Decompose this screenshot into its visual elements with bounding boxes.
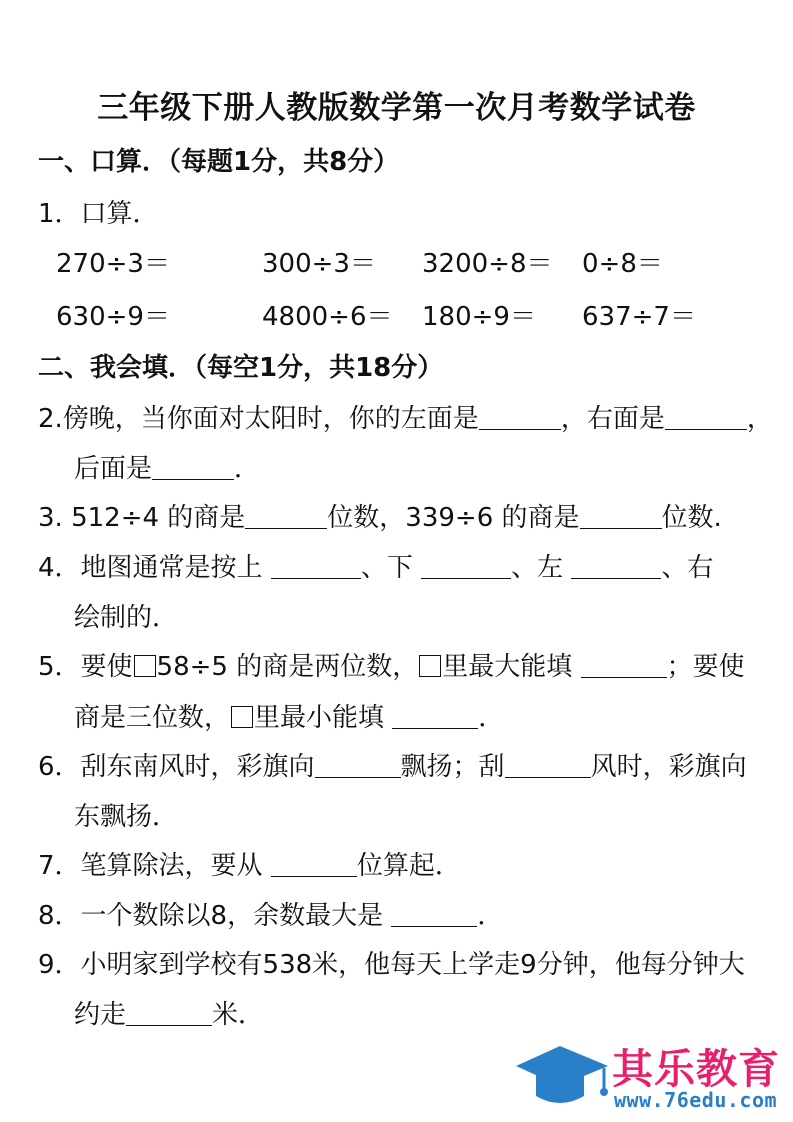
question-text: 4．地图通常是按上 <box>38 553 271 583</box>
answer-blank[interactable] <box>271 852 357 877</box>
question-8 <box>38 895 503 932</box>
question-text: 米． <box>212 1000 265 1030</box>
calc-problem: 4800÷6＝ <box>262 302 393 332</box>
question-text: ，右面是 <box>560 404 665 434</box>
question-text: 2.傍晚，当你面对太阳时，你的左面是 <box>38 404 479 434</box>
question-text: 里最小能填 <box>254 703 393 733</box>
calc-problem: 300÷3＝ <box>262 249 376 279</box>
empty-box-icon <box>231 706 253 728</box>
question-text: 风时，彩旗向 <box>590 752 747 782</box>
answer-blank[interactable] <box>505 753 591 778</box>
question-text: 、左 <box>511 553 572 583</box>
answer-blank[interactable] <box>391 902 477 927</box>
question-6 <box>38 746 747 783</box>
question-4-continued: 绘制的． <box>74 603 179 633</box>
question-2-continued <box>74 448 260 485</box>
watermark-url: www.76edu.com <box>614 1088 778 1112</box>
question-5 <box>38 646 745 683</box>
answer-blank[interactable] <box>665 405 747 430</box>
question-text: 里最大能填 <box>442 652 581 682</box>
question-text: 58÷5 的商是两位数， <box>156 652 419 682</box>
answer-blank[interactable] <box>271 554 361 579</box>
question-4 <box>38 547 713 584</box>
question-text: ． <box>234 454 261 484</box>
question-text: 位数，339÷6 的商是 <box>327 503 580 533</box>
question-7 <box>38 845 461 882</box>
calc-problem: 0÷8＝ <box>582 249 663 279</box>
question-text: 位算起． <box>356 851 461 881</box>
question-text: 3. 512÷4 的商是 <box>38 503 246 533</box>
empty-box-icon <box>134 655 156 677</box>
answer-blank[interactable] <box>421 554 511 579</box>
question-text: 、右 <box>661 553 714 583</box>
answer-blank[interactable] <box>152 455 234 480</box>
page-title: 三年级下册人教版数学第一次月考数学试卷 <box>97 90 696 126</box>
calc-problem: 637÷7＝ <box>582 302 696 332</box>
question-text: 约走 <box>74 1000 127 1030</box>
answer-blank[interactable] <box>245 504 327 529</box>
section-1-heading: 一、口算．（每题1分，共8分） <box>38 147 400 177</box>
question-2 <box>38 398 773 435</box>
question-text: 6．刮东南风时，彩旗向 <box>38 752 315 782</box>
answer-blank[interactable] <box>315 753 401 778</box>
question-9-continued <box>74 994 264 1031</box>
question-text: 飘扬；刮 <box>400 752 505 782</box>
question-text: 商是三位数， <box>74 703 231 733</box>
question-9: 9．小明家到学校有538米，他每天上学走9分钟，他每分钟大 <box>38 950 745 980</box>
question-5-continued <box>74 697 504 734</box>
section-2-heading: 二、我会填．（每空1分，共18分） <box>38 353 444 383</box>
question-3 <box>38 497 722 534</box>
watermark-brand: 其乐教育 <box>612 1045 780 1093</box>
question-text: 、下 <box>360 553 422 583</box>
question-text: 位数. <box>661 503 722 533</box>
question-text: ． <box>477 901 504 931</box>
question-text: ；要使 <box>666 652 745 682</box>
empty-box-icon <box>419 655 441 677</box>
question-6-continued: 东飘扬． <box>74 802 179 832</box>
question-text: 7．笔算除法，要从 <box>38 851 271 881</box>
answer-blank[interactable] <box>479 405 561 430</box>
question-text: 8．一个数除以8，余数最大是 <box>38 901 392 931</box>
question-text: ， <box>746 404 773 434</box>
question-1-label: 1．口算． <box>38 199 159 229</box>
answer-blank[interactable] <box>580 504 662 529</box>
question-text: 5．要使 <box>38 652 133 682</box>
answer-blank[interactable] <box>571 554 661 579</box>
calc-problem: 180÷9＝ <box>422 302 536 332</box>
answer-blank[interactable] <box>581 653 667 678</box>
answer-blank[interactable] <box>126 1001 212 1026</box>
answer-blank[interactable] <box>392 704 478 729</box>
calc-problem: 630÷9＝ <box>56 302 170 332</box>
calc-problem: 270÷3＝ <box>56 249 170 279</box>
question-text: ． <box>478 703 505 733</box>
question-text: 后面是 <box>74 454 153 484</box>
calc-problem: 3200÷8＝ <box>422 249 553 279</box>
